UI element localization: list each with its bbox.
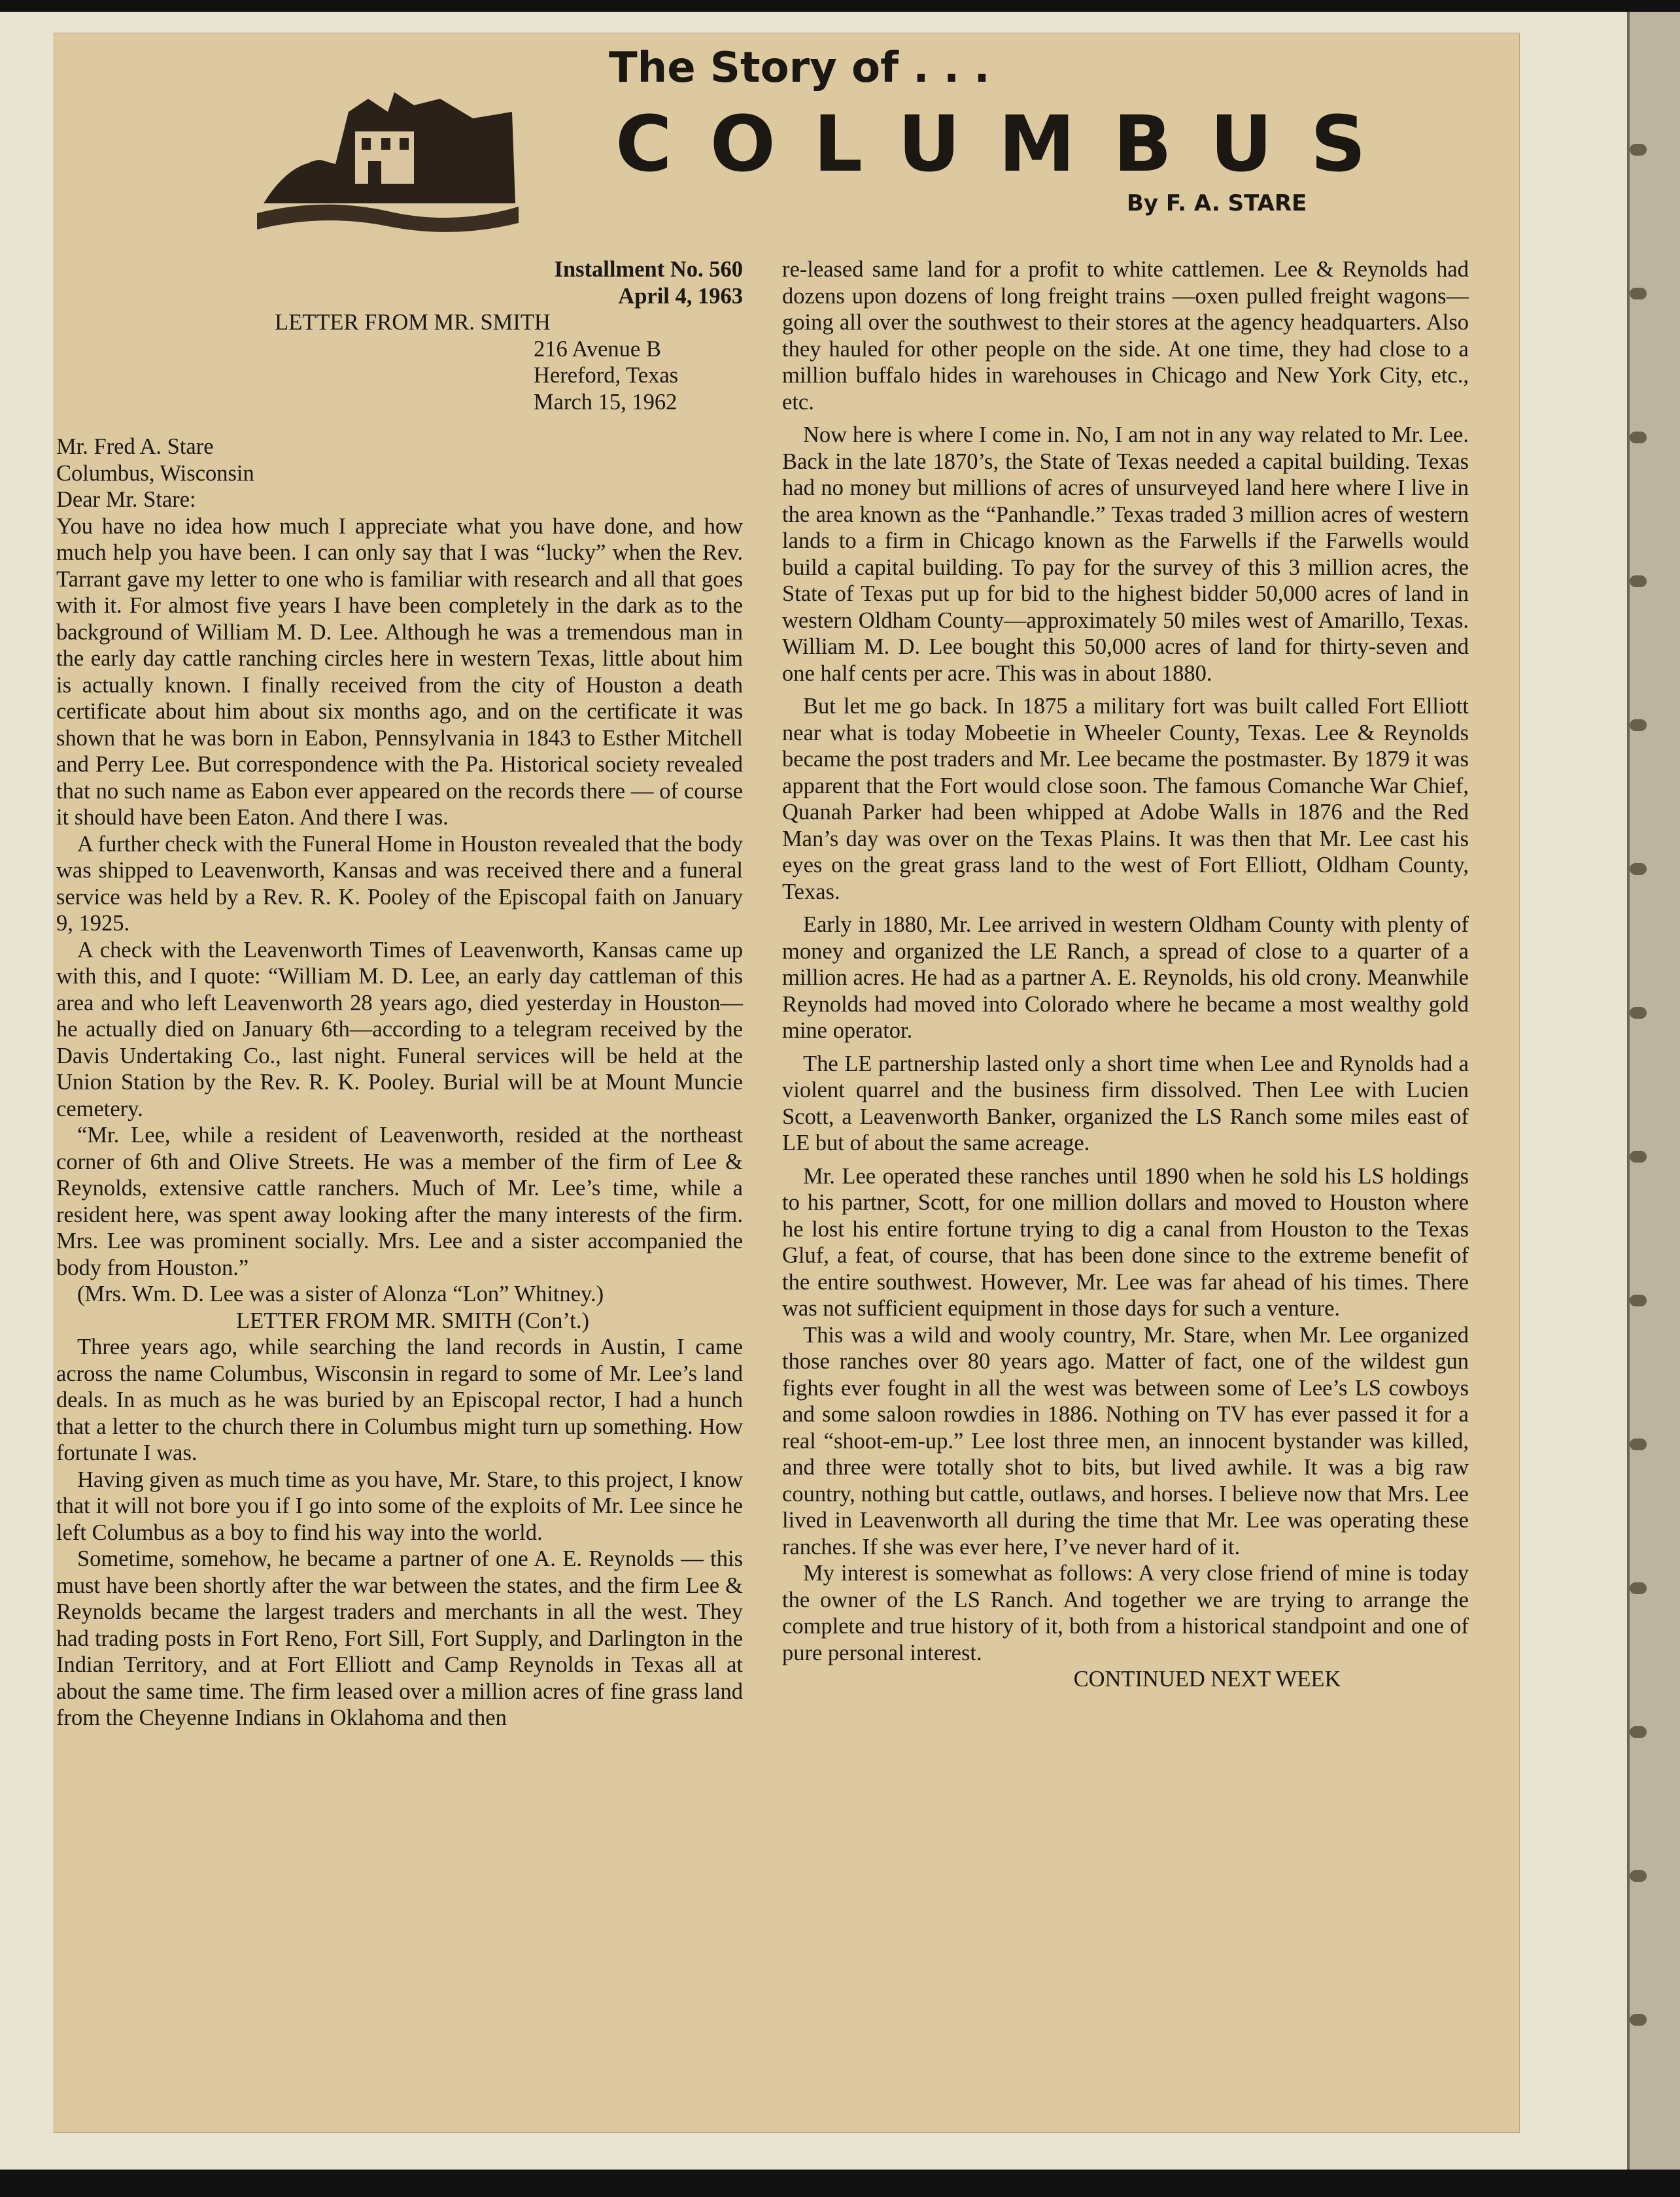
binder-hole xyxy=(1630,432,1647,443)
binder-hole xyxy=(1630,1439,1647,1450)
paragraph: But let me go back. In 1875 a military fort was built called Fort Elliott near what is today Mobeetie in Wheeler County, Texas. Lee & Reynolds became the post traders and Mr. Lee became the postmaster. By 1879 it was apparent that the Fort would close soon. The famous Comanche War Chief, Quanah Parker had been whipped at Adobe Walls in 1876 and the Red Man’s day was over on the Texas Plains. It was then that Mr. Lee cast his eyes on the great grass land to the west of Fort Elliott, Oldham County, Texas. xyxy=(782,694,1469,904)
binder-hole xyxy=(1630,1582,1647,1594)
sender-address-line: Hereford, Texas xyxy=(534,363,679,388)
series-heading: The Story of . . . xyxy=(609,44,990,92)
paragraph: Three years ago, while searching the land records in Austin, I came across the name Columbus, Wisconsin in regard to some of Mr. Lee’s land deals. In as much as he was buried by an Episcopal rector, I had a hunch that a letter to the church there in Columbus might turn up something. How fortunate I was. xyxy=(56,1335,743,1465)
binder-hole xyxy=(1630,1870,1647,1882)
paragraph: My interest is somewhat as follows: A very close friend of mine is today the owner of the LS Ranch. And together we are trying to arrange the complete and true history of it, both from a historical standpoint and one of pure personal interest. xyxy=(782,1561,1469,1665)
sender-address-line: 216 Avenue B xyxy=(534,336,661,362)
article-column-1 xyxy=(56,256,743,1731)
paragraph: The LE partnership lasted only a short time when Lee and Rynolds had a violent quarrel and the business firm dissolved. Then Lee with Lucien Scott, a Leavenworth Banker, organized the LS Ranch some miles east of LE but of about the same acreage. xyxy=(782,1051,1469,1155)
article-column-2 xyxy=(782,256,1469,1693)
binder-hole xyxy=(1630,719,1647,731)
paragraph: This was a wild and wooly country, Mr. Stare, when Mr. Lee organized those ranches over 80 years ago. Matter of fact, one of the wildest gun fights ever fought in all the west was between some of Lee’s LS cowboys and some saloon rowdies in 1886. Nothing on TV has ever passed it for a real “shoot-em-up.” Lee lost three men, an innocent bystander was killed, and three were totally shot to bits, but lived awhile. It was a big raw country, nothing but cattle, outlaws, and horses. I believe now that Mrs. Lee lived in Leavenworth all during the time that Mr. Lee was operating these ranches. If she was ever here, I’ve never hard of it. xyxy=(782,1322,1469,1559)
section-heading: LETTER FROM MR. SMITH xyxy=(275,310,551,335)
installment-number: Installment No. 560 xyxy=(554,257,743,282)
paragraph: Having given as much time as you have, Mr. Stare, to this project, I know that it will not bore you if I go into some of the exploits of Mr. Lee since he left Columbus as a boy to find his way into the world. xyxy=(56,1467,743,1545)
binder-hole xyxy=(1630,2014,1647,2026)
paragraph: Sometime, somehow, he became a partner of one A. E. Reynolds — this must have been shortly after the war between the states, and the firm Lee & Reynolds became the largest traders and merchants in all the west. They had trading posts in Fort Reno, Fort Sill, Fort Supply, and Darlington in the Indian Territory, and at Fort Elliott and Camp Reynolds in Texas all at about the same time. The firm leased over a million acres of fine grass land from the Cheyenne Indians in Oklahoma and then xyxy=(56,1546,743,1730)
continued-notice: CONTINUED NEXT WEEK xyxy=(1073,1667,1341,1692)
recipient-name: Mr. Fred A. Stare xyxy=(56,434,214,459)
series-title: COLUMBUS xyxy=(615,99,1404,189)
binder-hole xyxy=(1630,288,1647,299)
binder-hole xyxy=(1630,1007,1647,1019)
section-heading: LETTER FROM MR. SMITH (Con’t.) xyxy=(236,1308,589,1333)
byline: By F. A. STARE xyxy=(1127,190,1307,216)
paragraph: A check with the Leavenworth Times of Leavenworth, Kansas came up with this, and I quote: “William M. D. Lee, an early day cattleman of this area and who left Leavenworth 28 years ago, died yesterday in Houston—he actually died on January 6th—according to a telegram received by the Davis Undertaking Co., last night. Funeral services will be held at the Union Station by the Rev. R. K. Pooley. Burial will be at Mount Muncie cemetery. xyxy=(56,937,743,1121)
installment-date: April 4, 1963 xyxy=(618,283,743,309)
paragraph: Mr. Lee operated these ranches until 1890 when he sold his LS holdings to his partner, Scott, for one million dollars and moved to Houston where he lost his entire fortune trying to dig a canal from Houston to the Texas Gluf, a feat, of course, that has been done since to the extreme benefit of the entire southwest. However, Mr. Lee was far ahead of his times. There was not sufficient equipment in those days for such a venture. xyxy=(782,1163,1469,1321)
paragraph: A further check with the Funeral Home in Houston revealed that the body was shipped to Leavenworth, Kansas and was received there and a funeral service was held by a Rev. R. K. Pooley of the Episcopal faith on January 9, 1925. xyxy=(56,831,743,936)
binder-hole xyxy=(1630,144,1647,156)
binder-hole xyxy=(1630,1295,1647,1306)
paragraph: Now here is where I come in. No, I am not in any way related to Mr. Lee. Back in the late 1870’s, the State of Texas needed a capital building. Texas had no money but millions of acres of unsurveyed land here where I live in the area known as the “Panhandle.” Texas traded 3 million acres of western lands to a firm in Chicago known as the Farwells if the Farwells would build a capital building. To pay for the survey of this 3 million acres, the State of Texas put up for bid to the highest bidder 50,000 acres of land in western Oldham County—approximately 50 miles west of Amarillo, Texas. William M. D. Lee bought this 50,000 acres of land for thirty-seven and one half cents per acre. This was in about 1880. xyxy=(782,422,1469,686)
salutation: Dear Mr. Stare: xyxy=(56,487,196,512)
paragraph: “Mr. Lee, while a resident of Leavenworth, resided at the northeast corner of 6th and Olive Streets. He was a member of the firm of Lee & Reynolds, extensive cattle ranchers. Much of Mr. Lee’s time, while a resident here, was spent away looking after the many interests of the firm. Mrs. Lee was prominent socially. Mrs. Lee and a sister accompanied the body from Houston.” xyxy=(56,1123,743,1280)
binder-hole xyxy=(1630,575,1647,587)
binder-hole xyxy=(1630,1726,1647,1738)
binder-spine xyxy=(1627,12,1680,2170)
recipient-location: Columbus, Wisconsin xyxy=(56,460,254,486)
letter-date: March 15, 1962 xyxy=(534,389,677,415)
binder-hole xyxy=(1630,1151,1647,1163)
mill-illustration xyxy=(257,73,519,243)
paragraph: re-leased same land for a profit to white cattlemen. Lee & Reynolds had dozens upon dozens of long freight trains —oxen pulled freight wagons—going all over the southwest to their stores at the agency headquarters. Also they hauled for other people on the side. At one time, they had close to a million buffalo hides in warehouses in Chicago and New York City, etc., etc. xyxy=(782,257,1469,415)
binder-hole xyxy=(1630,863,1647,875)
paragraph: You have no idea how much I appreciate what you have done, and how much help you have been. I can only say that I was “lucky” when the Rev. Tarrant gave my letter to one who is familiar with research and all that goes with it. For almost five years I have been completely in the dark as to the background of William M. D. Lee. Although he was a tremendous man in the early day cattle ranching circles here in western Texas, little about him is actually known. I finally received from the city of Houston a death certificate about him about six months ago, and on the certificate it was shown that he was born in Eabon, Pennsylvania in 1843 to Esther Mitchell and Perry Lee. But correspondence with the Pa. Historical society revealed that no such name as Eabon ever appeared on the records there — of course it should have been Eaton. And there I was. xyxy=(56,513,743,830)
paragraph: (Mrs. Wm. D. Lee was a sister of Alonza “Lon” Whitney.) xyxy=(77,1282,604,1306)
paragraph: Early in 1880, Mr. Lee arrived in western Oldham County with plenty of money and organized the LE Ranch, a spread of close to a quarter of a million acres. He had as a partner A. E. Reynolds, his old crony. Meanwhile Reynolds had moved into Colorado where he became a most wealthy gold mine operator. xyxy=(782,912,1469,1043)
